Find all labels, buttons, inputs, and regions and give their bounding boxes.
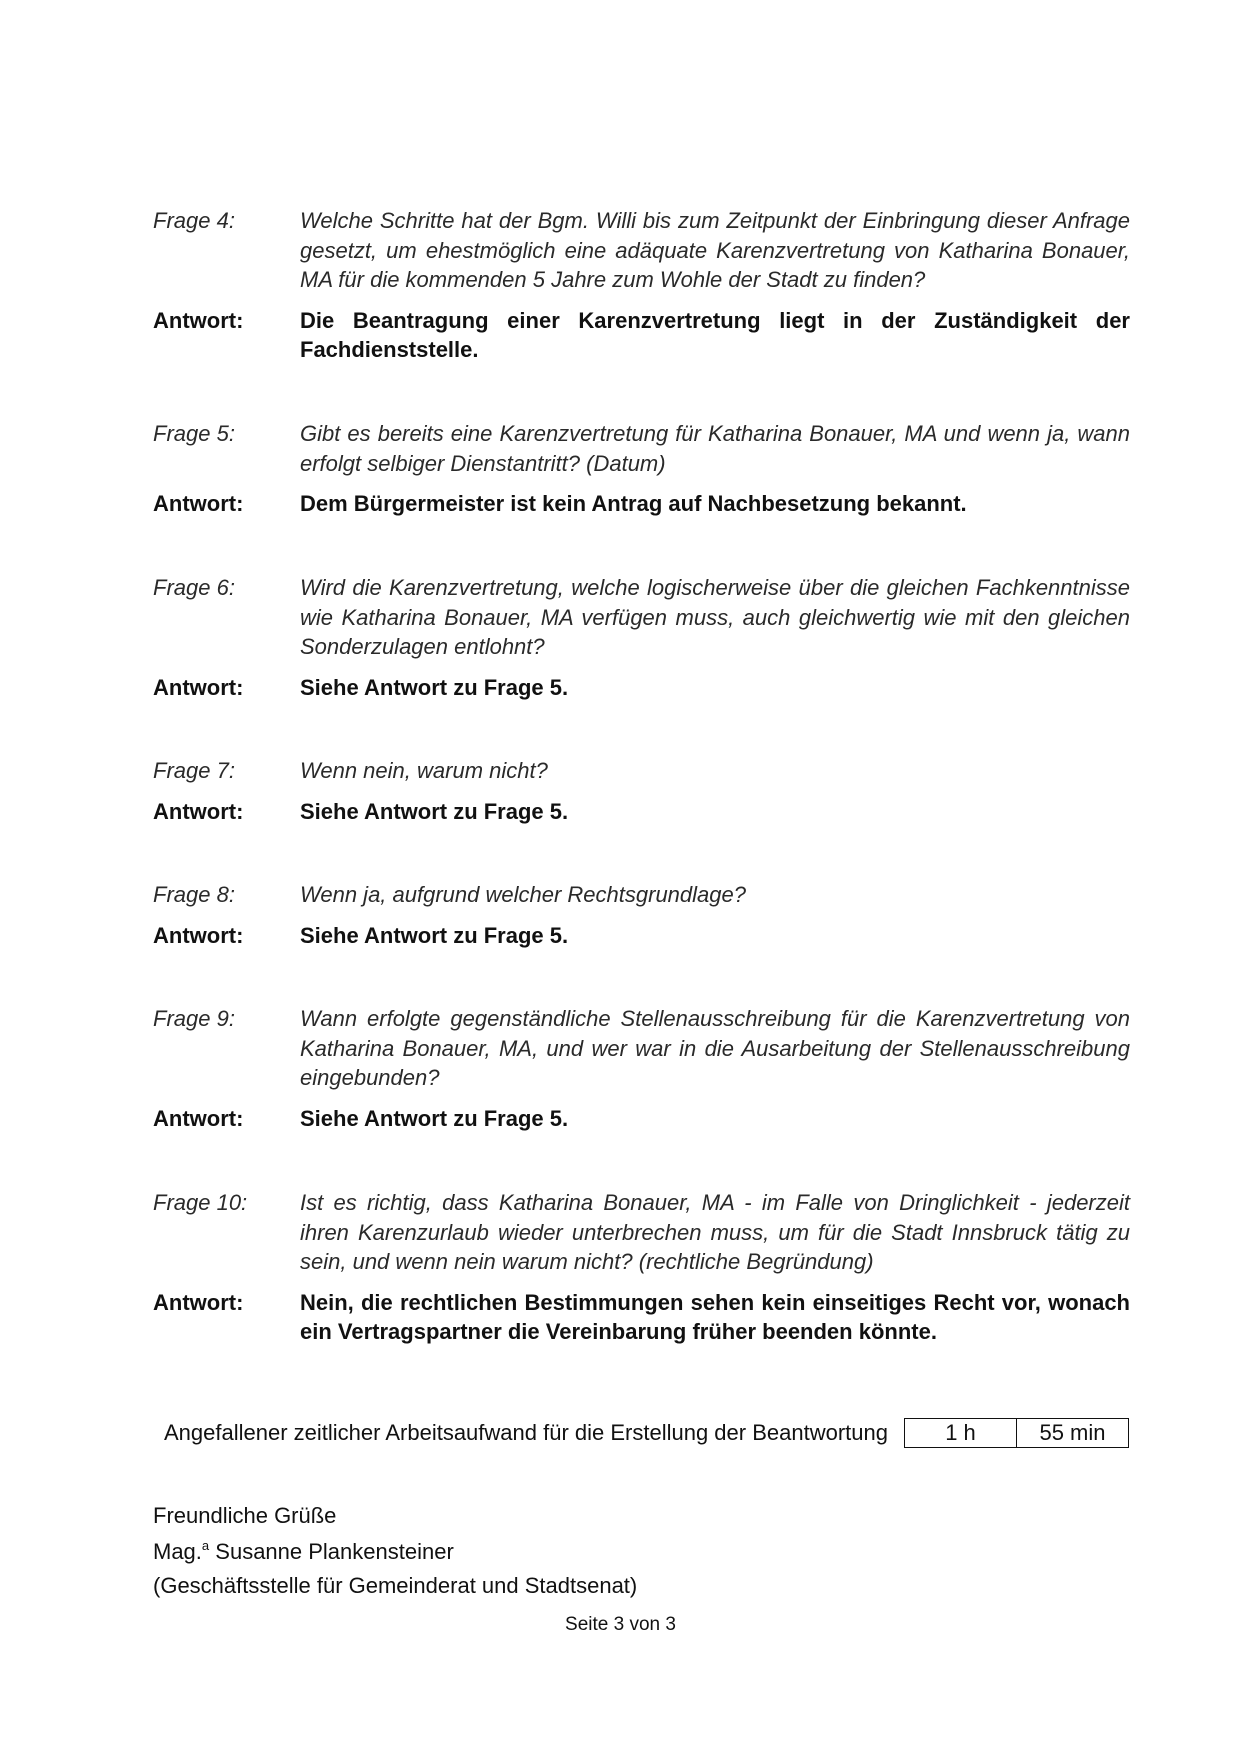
answer-text: Dem Bürgermeister ist kein Antrag auf Nachbesetzung bekannt. [300,491,967,516]
answer-row [153,489,1130,519]
signatory-title: Mag. [153,1539,202,1564]
answer-row [153,1288,1130,1347]
work-effort-hours: 1 h [945,1419,976,1445]
answer-label: Antwort: [153,674,244,700]
signatory-fullname: Susanne Plankensteiner [215,1539,454,1564]
closing-greeting: Freundliche Grüße [153,1503,337,1528]
answer-text: Siehe Antwort zu Frage 5. [300,1105,569,1131]
question-label: Frage 9: [153,1006,235,1031]
question-text: Wann erfolgte gegenständliche Stellenausschreibung für die Karenzvertretung von Katharina Bonauer, MA, und wer war in die Ausarbeitung der Stellenausschreibung eingebunden? [300,1006,1130,1090]
question-row [153,756,1130,786]
question-text: Wenn ja, aufgrund welcher Rechtsgrundlage? [300,882,746,907]
answer-text: Siehe Antwort zu Frage 5. [300,922,569,948]
answer-label: Antwort: [153,1289,244,1315]
qa-block-9 [153,1004,1130,1133]
answer-text: Siehe Antwort zu Frage 5. [300,674,569,700]
qa-block-4 [153,206,1130,365]
qa-block-8 [153,880,1130,950]
answer-row [153,921,1130,951]
answer-row [153,1104,1130,1134]
page-number: Seite 3 von 3 [565,1614,676,1635]
answer-text: Nein, die rechtlichen Bestimmungen sehen kein einseitiges Recht vor, wonach ein Vertragspartner die Vereinbarung früher beenden könnte. [300,1289,1130,1344]
answer-label: Antwort: [153,307,244,333]
answer-row [153,306,1130,365]
question-label: Frage 8: [153,882,235,907]
question-label: Frage 4: [153,208,235,233]
question-text: Wenn nein, warum nicht? [300,758,548,783]
question-row [153,419,1130,478]
question-label: Frage 7: [153,758,235,783]
question-label: Frage 5: [153,421,235,446]
answer-row [153,797,1130,827]
question-row [153,573,1130,662]
answer-text: Siehe Antwort zu Frage 5. [300,798,569,824]
work-effort-table [904,1418,1129,1448]
answer-label: Antwort: [153,491,244,516]
qa-block-5 [153,419,1130,519]
question-label: Frage 10: [153,1190,248,1215]
signatory-name [153,1531,454,1567]
qa-block-6 [153,573,1130,702]
signatory-title-superscript: a [201,1538,210,1553]
question-label: Frage 6: [153,575,235,600]
question-text: Ist es richtig, dass Katharina Bonauer, MA - im Falle von Dringlichkeit - jederzeit ihren Karenzurlaub wieder unterbrechen muss, um für die Stadt Innsbruck tätig zu sein, und wenn nein warum nicht? (rechtliche Begründung) [300,1190,1130,1274]
question-row [153,880,1130,910]
answer-label: Antwort: [153,922,244,948]
qa-block-10 [153,1188,1130,1347]
question-row [153,1188,1130,1277]
work-effort-row [164,1417,1129,1448]
question-text: Gibt es bereits eine Karenzvertretung für Katharina Bonauer, MA und wenn ja, wann erfolgt selbiger Dienstantritt? (Datum) [300,421,1130,476]
work-effort-label: Angefallener zeitlicher Arbeitsaufwand für die Erstellung der Beantwortung [164,1419,888,1445]
answer-label: Antwort: [153,798,244,824]
work-effort-minutes: 55 min [1016,1419,1128,1447]
answer-row [153,673,1130,703]
answer-text: Die Beantragung einer Karenzvertretung liegt in der Zuständigkeit der Fachdienststelle. [300,307,1130,362]
question-text: Welche Schritte hat der Bgm. Willi bis zum Zeitpunkt der Einbringung dieser Anfrage gesetzt, um ehestmöglich eine adäquate Karenzvertretung von Katharina Bonauer, MA für die kommenden 5 Jahre zum Wohle der Stadt zu finden? [300,208,1130,292]
signatory-office: (Geschäftsstelle für Gemeinderat und Stadtsenat) [153,1573,638,1598]
answer-label: Antwort: [153,1105,244,1131]
question-text: Wird die Karenzvertretung, welche logischerweise über die gleichen Fachkenntnisse wie Katharina Bonauer, MA verfügen muss, auch gleichwertig wie mit den gleichen Sonderzulagen entlohnt? [300,575,1130,659]
question-row [153,1004,1130,1093]
qa-block-7 [153,756,1130,826]
question-row [153,206,1130,295]
